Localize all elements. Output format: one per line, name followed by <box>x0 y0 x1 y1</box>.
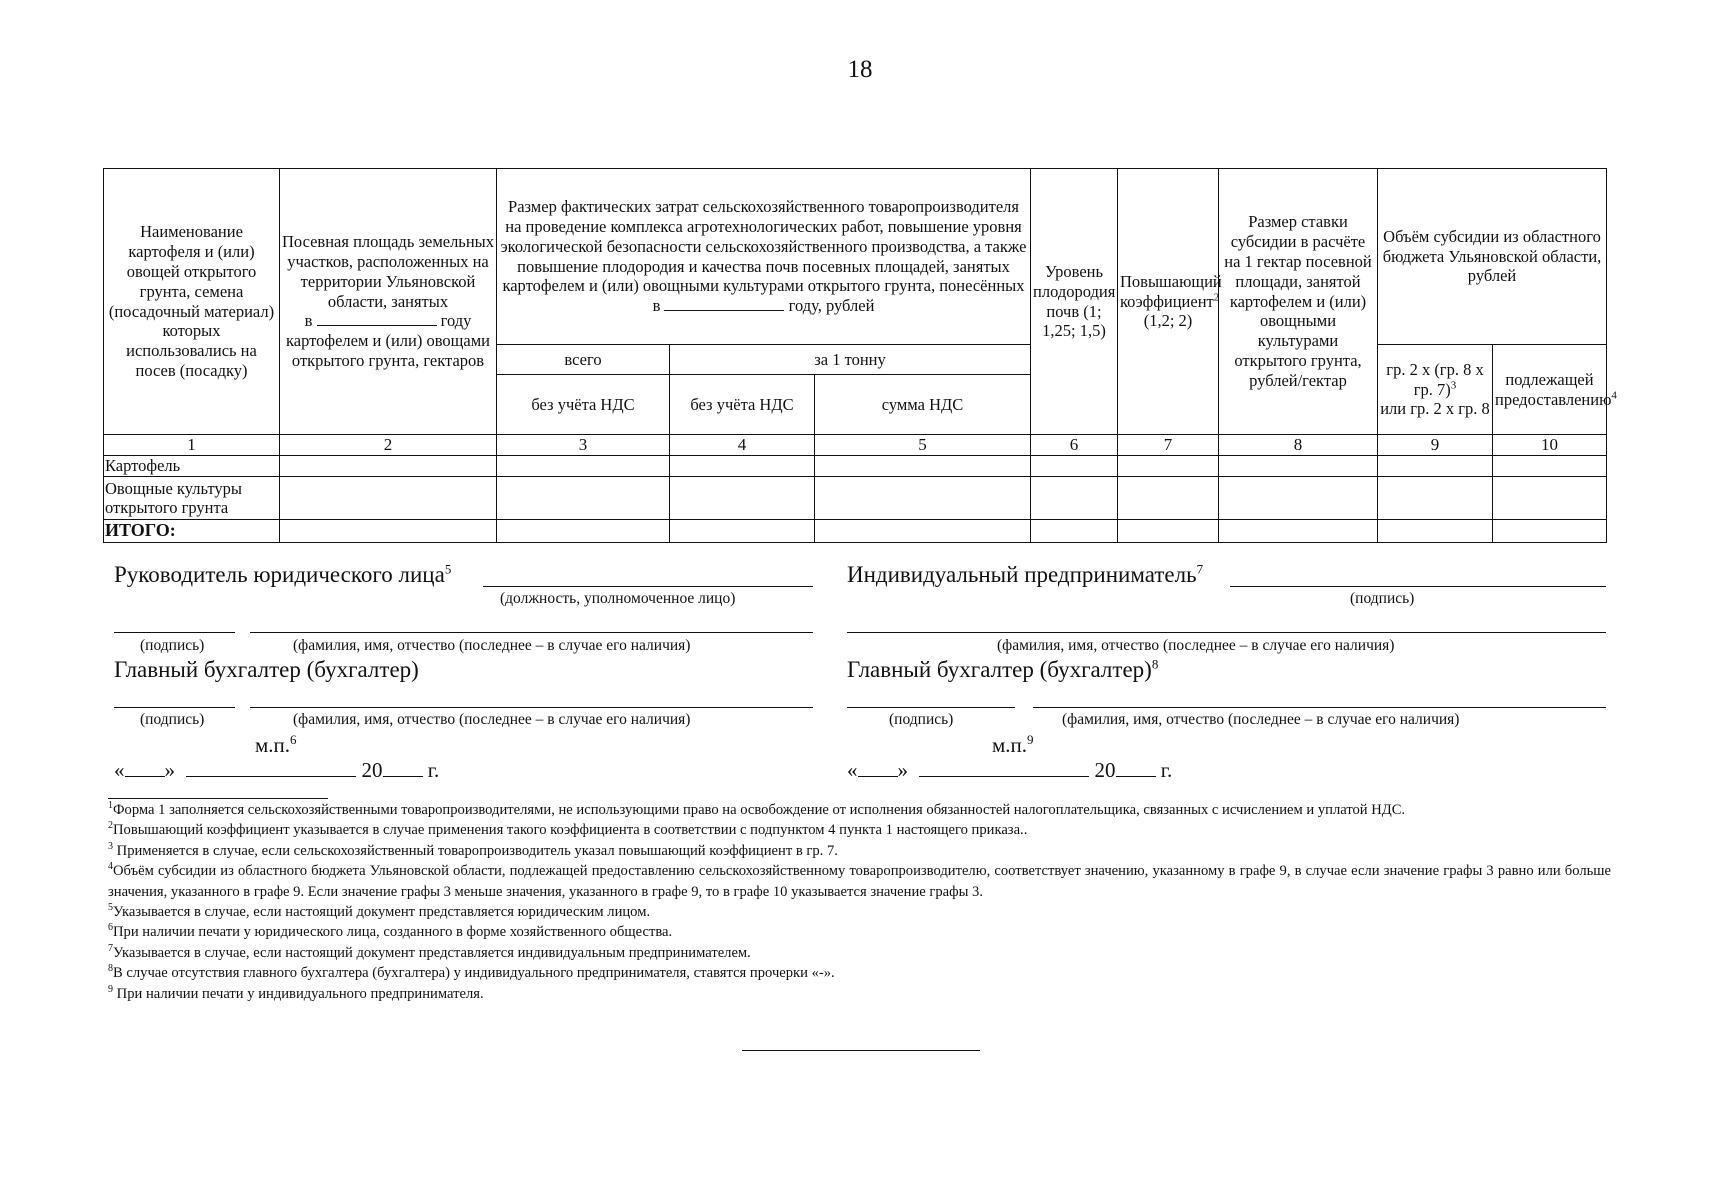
header-col-7: Повышающий коэффициент$^2$ (1,2; 2) <box>1118 169 1219 435</box>
table-cell[interactable] <box>280 477 497 520</box>
header-col-5: сумма НДС <box>815 375 1031 435</box>
header-col-9: гр. 2 x (гр. 8 x гр. 7)$^3$ или гр. 2 x гр. 8 <box>1378 345 1493 435</box>
chief-accountant-name-caption-left: (фамилия, имя, отчество (последнее – в случае его наличия) <box>293 711 691 728</box>
table-cell[interactable] <box>1219 520 1378 543</box>
column-number: 10 <box>1493 435 1607 456</box>
column-number: 4 <box>670 435 815 456</box>
header-col-10: подлежащей предоставлению$^4$ <box>1493 345 1607 435</box>
footnote-separator <box>108 798 328 799</box>
footnote: $^6$При наличии печати у юридического лица, созданного в форме хозяйственного общества. <box>108 922 673 941</box>
footnote: $^2$Повышающий коэффициент указывается в случае применения такого коэффициента в соответствии с подпунктом 4 пункта 1 настоящего приказа.. <box>108 820 1028 839</box>
footnotes <box>108 800 1611 1004</box>
table-cell[interactable] <box>1378 477 1493 520</box>
header-col-4: без учёта НДС <box>670 375 815 435</box>
table-cell[interactable] <box>497 477 670 520</box>
chief-accountant-name-caption-right: (фамилия, имя, отчество (последнее – в случае его наличия) <box>1062 711 1460 728</box>
column-number: 1 <box>104 435 280 456</box>
header-col-8: Размер ставки субсидии в расчёте на 1 гектар посевной площади, занятой картофелем и (или) овощными культурами открытого грунта, рублей/гектар <box>1219 169 1378 435</box>
table-cell[interactable] <box>280 520 497 543</box>
ip-signature-caption: (подпись) <box>1350 590 1415 607</box>
footnote: $^9$ При наличии печати у индивидуального предпринимателя. <box>108 983 484 1002</box>
header-col-1: Наименование картофеля и (или) овощей открытого грунта, семена (посадочный материал) которых использовались на посев (посадку) <box>104 169 280 435</box>
table-row <box>104 477 1607 520</box>
stamp-place-left: м.п.$^6$ <box>255 732 297 757</box>
table-cell[interactable] <box>1493 477 1607 520</box>
chief-accountant-signature-caption-right: (подпись) <box>889 711 954 728</box>
chief-accountant-label-left: Главный бухгалтер (бухгалтер) <box>114 657 419 682</box>
column-number: 8 <box>1219 435 1378 456</box>
page-number: 18 <box>847 56 873 83</box>
ip-name-caption: (фамилия, имя, отчество (последнее – в случае его наличия) <box>997 637 1395 654</box>
footnote: $^8$В случае отсутствия главного бухгалтера (бухгалтера) у индивидуального предпринимателя, ставятся прочерки «-». <box>108 963 835 982</box>
head-signature-caption: (подпись) <box>140 637 205 654</box>
header-total: всего <box>497 345 670 375</box>
table-cell[interactable] <box>280 456 497 477</box>
header-per-ton: за 1 тонну <box>670 345 1031 375</box>
table-cell[interactable] <box>497 456 670 477</box>
head-name-caption: (фамилия, имя, отчество (последнее – в случае его наличия) <box>293 637 691 654</box>
row-label-potato: Картофель <box>104 456 280 477</box>
table-cell[interactable] <box>1378 456 1493 477</box>
column-number: 6 <box>1031 435 1118 456</box>
row-label-vegetables: Овощные культуры открытого грунта <box>104 477 280 520</box>
footnote: $^1$Форма 1 заполняется сельскохозяйственными товаропроизводителями, не использующими право на освобождение от исполнения обязанностей налогоплательщика, связанных с исчислением и уплатой НДС. <box>108 800 1406 818</box>
table-cell[interactable] <box>815 520 1031 543</box>
column-number: 3 <box>497 435 670 456</box>
head-label: Руководитель юридического лица$^5$ <box>114 561 452 587</box>
column-number: 2 <box>280 435 497 456</box>
column-number: 9 <box>1378 435 1493 456</box>
table-row <box>104 456 1607 477</box>
footnote: $^3$ Применяется в случае, если сельскохозяйственный товаропроизводитель указал повышающий коэффициент в гр. 7. <box>108 840 838 859</box>
table-cell[interactable] <box>1031 520 1118 543</box>
table-cell[interactable] <box>815 456 1031 477</box>
head-signature-line[interactable] <box>114 632 235 633</box>
table-cell[interactable] <box>1493 456 1607 477</box>
table-cell[interactable] <box>1378 520 1493 543</box>
chief-accountant-label-right: Главный бухгалтер (бухгалтер)$^8$ <box>847 656 1159 682</box>
ip-signature-line[interactable] <box>1230 586 1606 587</box>
table-cell[interactable] <box>1219 477 1378 520</box>
footnote: $^5$Указывается в случае, если настоящий документ представляется юридическим лицом. <box>108 902 651 921</box>
end-separator <box>742 1050 980 1051</box>
footnote: $^4$Объём субсидии из областного бюджета Ульяновской области, подлежащей предоставлению сельскохозяйственному товаропроизводителю, соответствует значению, указанному в графе 9, в случае если значение графы 3 равно или больше значения, указанного в графе 9. Если значение графы 3 меньше значения, указанного в графе 9, то в графе 10 указывается значение графы 3. <box>108 861 1611 900</box>
table-cell[interactable] <box>670 456 815 477</box>
head-position-caption: (должность, уполномоченное лицо) <box>500 590 736 607</box>
table-cell[interactable] <box>1031 477 1118 520</box>
head-name-line[interactable] <box>250 632 813 633</box>
table-cell[interactable] <box>1493 520 1607 543</box>
chief-accountant-name-line-left[interactable] <box>250 707 813 708</box>
table-cell[interactable] <box>1118 520 1219 543</box>
footnote: $^7$Указывается в случае, если настоящий документ представляется индивидуальным предпринимателем. <box>108 942 751 961</box>
header-col-2: Посевная площадь земельных участков, расположенных на территории Ульяновской области, занятых в году картофелем и (или) овощами открытого грунта, гектаров <box>280 169 497 435</box>
subsidy-calculation-table <box>103 168 1617 543</box>
column-number: 7 <box>1118 435 1219 456</box>
chief-accountant-signature-caption-left: (подпись) <box>140 711 205 728</box>
stamp-place-right: м.п.$^9$ <box>992 732 1034 757</box>
date-line-left[interactable]: « » 20 г. <box>114 758 440 782</box>
chief-accountant-signature-line-right[interactable] <box>847 707 1015 708</box>
table-cell[interactable] <box>670 520 815 543</box>
column-numbers-row <box>104 435 1607 456</box>
header-col-3: без учёта НДС <box>497 375 670 435</box>
row-label-total: ИТОГО: <box>104 520 280 543</box>
column-number: 5 <box>815 435 1031 456</box>
table-cell[interactable] <box>1219 456 1378 477</box>
table-cell[interactable] <box>1031 456 1118 477</box>
header-col-6: Уровень плодородия почв (1; 1,25; 1,5) <box>1031 169 1118 435</box>
ip-name-line[interactable] <box>847 632 1606 633</box>
table-cell[interactable] <box>497 520 670 543</box>
table-cell[interactable] <box>815 477 1031 520</box>
table-row <box>104 520 1607 543</box>
header-volume: Объём субсидии из областного бюджета Ульяновской области, рублей <box>1378 169 1607 345</box>
table-cell[interactable] <box>1118 477 1219 520</box>
table-cell[interactable] <box>670 477 815 520</box>
head-position-line[interactable] <box>483 586 813 587</box>
chief-accountant-name-line-right[interactable] <box>1033 707 1606 708</box>
header-costs: Размер фактических затрат сельскохозяйственного товаропроизводителя на проведение комплекса агротехнологических работ, повышение уровня экологической безопасности сельскохозяйственного производства, а также повышение плодородия и качества почв посевных площадей, занятых картофелем и (или) овощными культурами открытого грунта, понесённых в году, рублей <box>497 169 1031 345</box>
chief-accountant-signature-line-left[interactable] <box>114 707 235 708</box>
date-line-right[interactable]: « » 20 г. <box>847 758 1173 782</box>
ip-label: Индивидуальный предприниматель$^7$ <box>847 561 1204 587</box>
table-cell[interactable] <box>1118 456 1219 477</box>
